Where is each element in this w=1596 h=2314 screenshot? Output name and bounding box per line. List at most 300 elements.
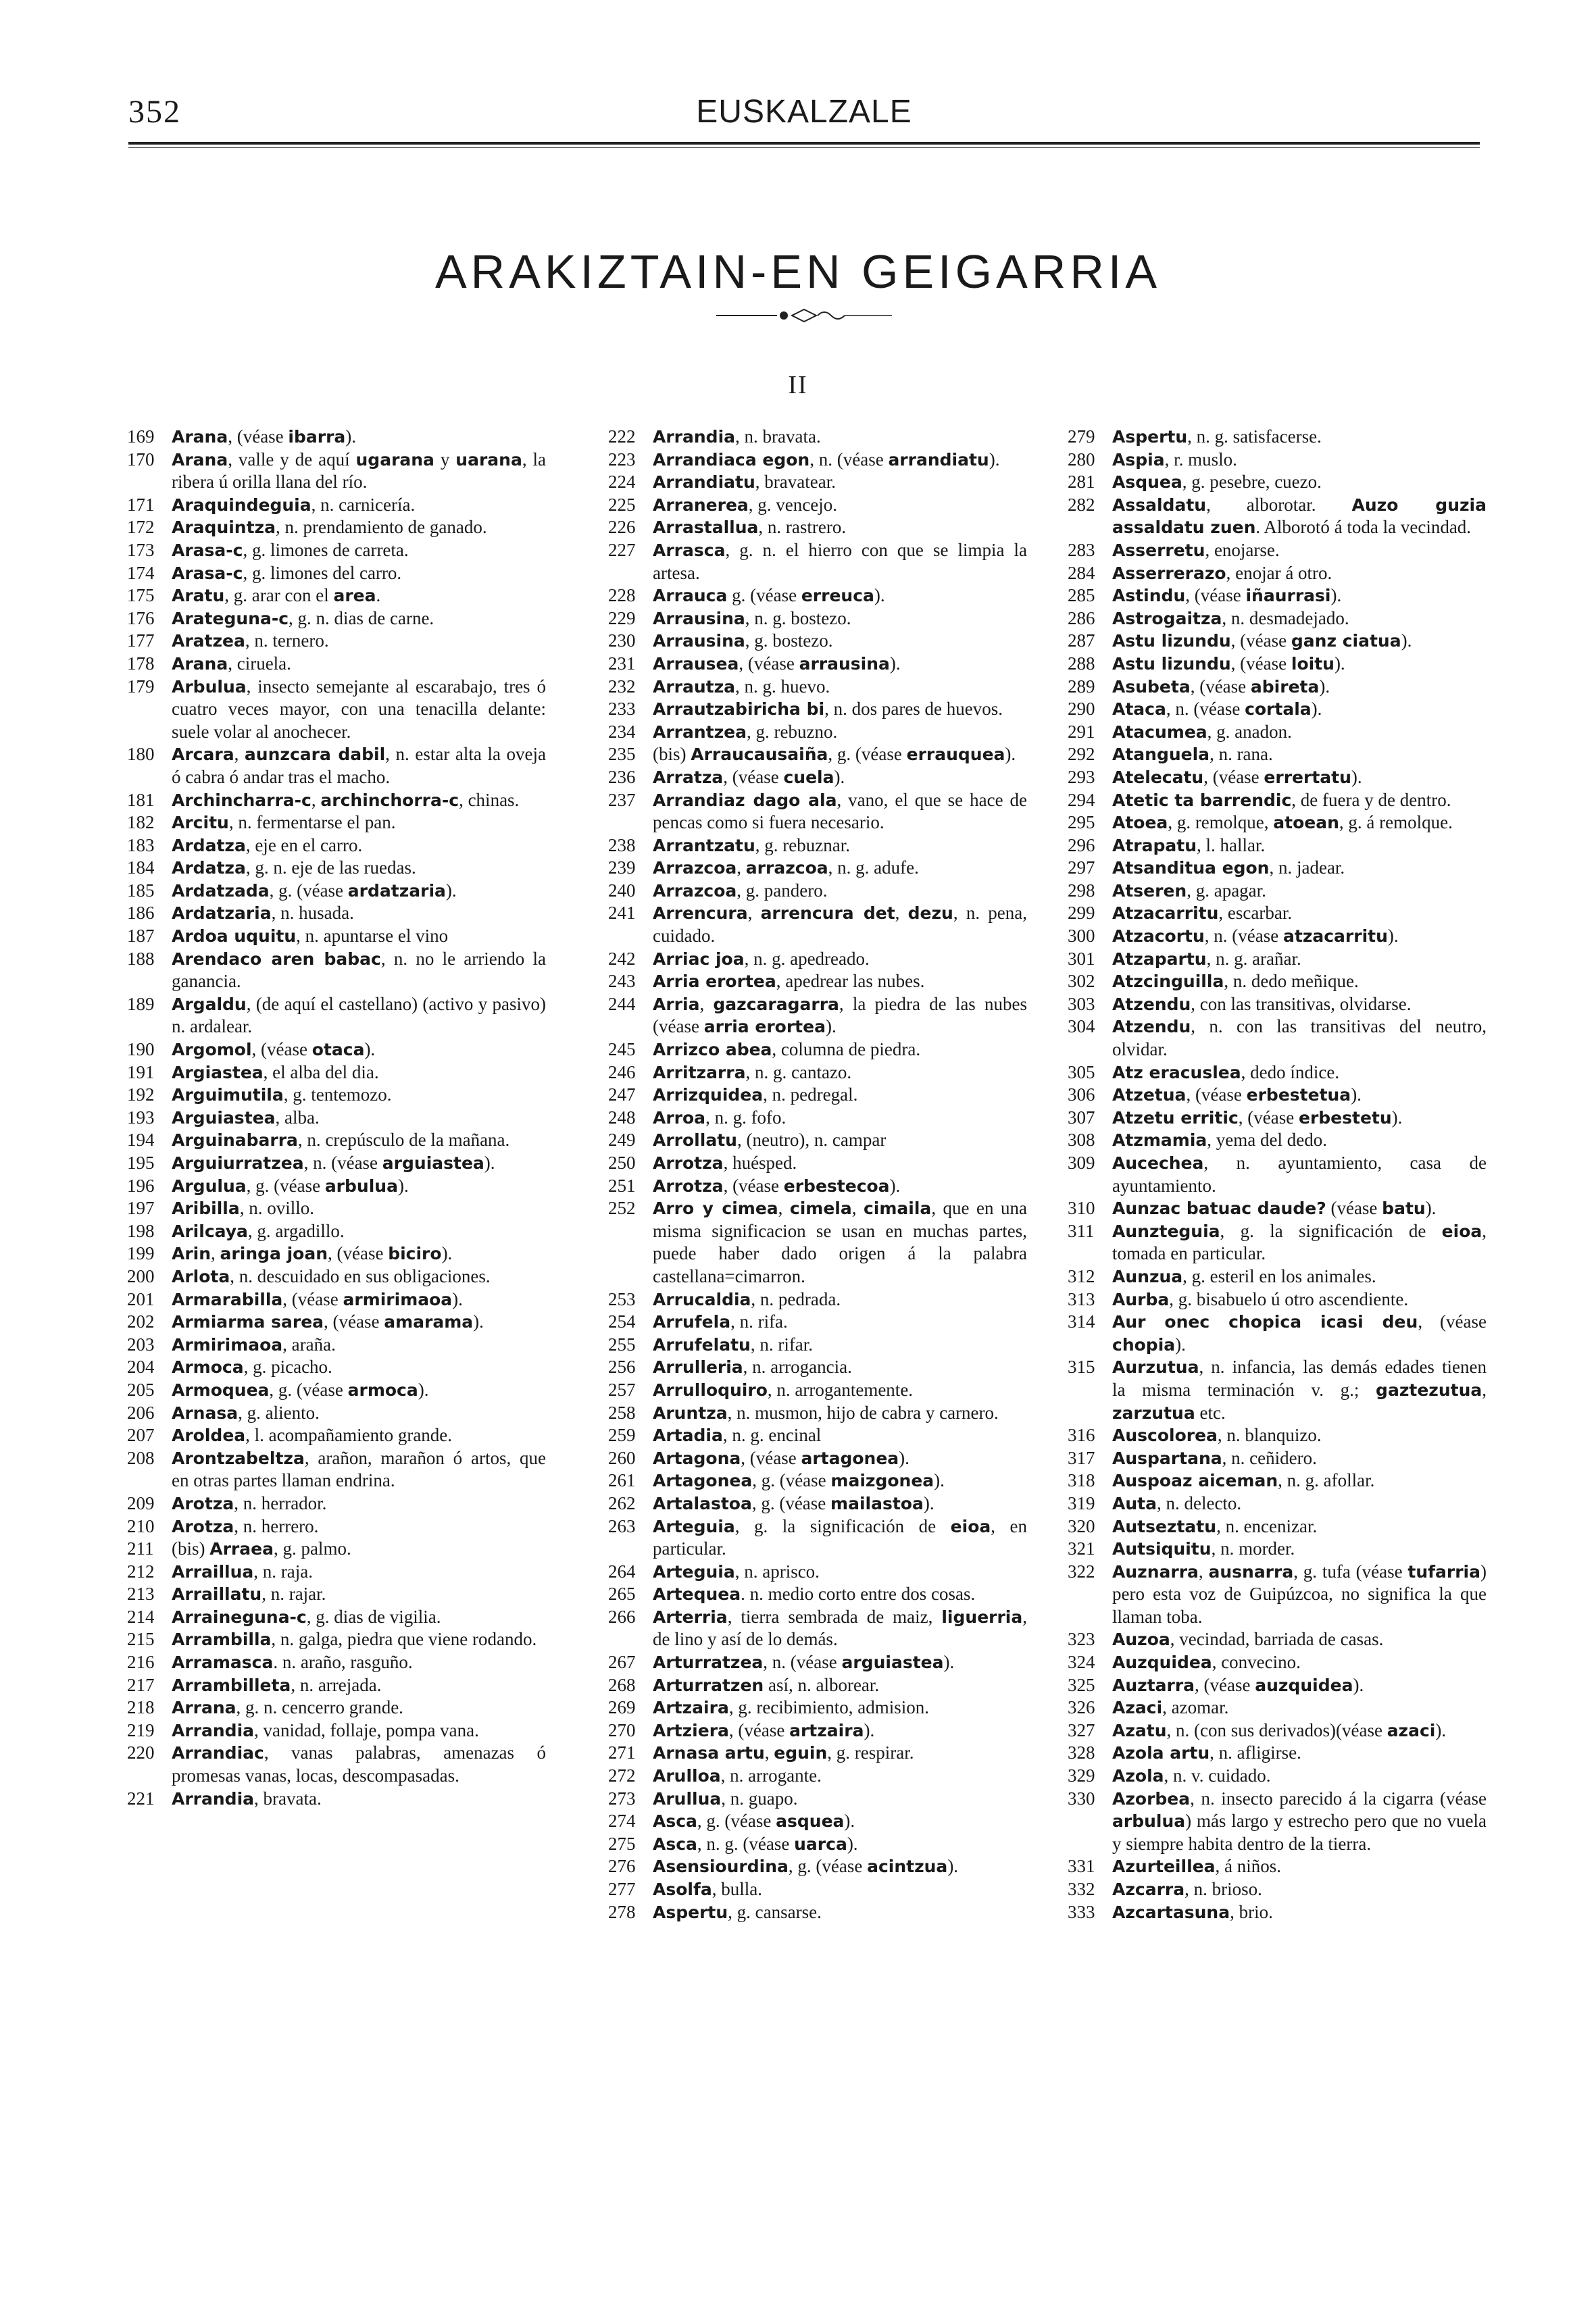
entry-number: 269	[608, 1697, 636, 1718]
definition-text: ,	[895, 903, 908, 924]
dictionary-entry	[1068, 630, 1487, 653]
headword: Artagona	[653, 1448, 741, 1468]
entry-number: 271	[608, 1742, 636, 1763]
dictionary-entry	[1068, 925, 1487, 948]
headword: Arritzarra	[653, 1062, 746, 1082]
entry-text	[653, 676, 1027, 699]
headword: Atacumea	[1112, 722, 1207, 742]
entry-number: 179	[127, 676, 155, 697]
definition-text: , n. arrogante.	[720, 1765, 822, 1786]
entry-number: 176	[127, 607, 155, 628]
definition-text: , n. apuntarse el vino	[296, 926, 449, 947]
headword: Azatu	[1112, 1720, 1167, 1740]
headword: Asolfa	[653, 1880, 712, 1899]
definition-text: , g. rebuzno.	[747, 721, 838, 742]
headword: Arrufelatu	[653, 1334, 751, 1355]
headword: ganz ciatua	[1291, 631, 1401, 651]
entry-number: 313	[1068, 1288, 1095, 1309]
headword: Aucechea	[1112, 1153, 1204, 1173]
headword: Ardatzada	[172, 880, 270, 901]
headword: Asserretu	[1112, 540, 1205, 560]
entry-text	[1112, 1651, 1487, 1674]
dictionary-entry	[127, 1129, 546, 1152]
entry-number: 240	[608, 880, 636, 901]
dictionary-entry	[608, 494, 1027, 517]
dictionary-entry	[127, 1311, 546, 1334]
dictionary-entry	[608, 993, 1027, 1038]
entry-number: 315	[1068, 1357, 1095, 1378]
entry-number: 245	[608, 1039, 636, 1060]
headword: Arrautza	[653, 676, 736, 697]
column-1	[127, 426, 546, 1810]
dictionary-entry	[127, 1447, 546, 1492]
headword: Asca	[653, 1811, 697, 1832]
headword: Arteguia	[653, 1561, 735, 1582]
dictionary-entry	[608, 1765, 1027, 1788]
headword: arrausina	[799, 653, 890, 674]
headword: Arrandiaz dago ala	[653, 790, 837, 810]
entry-number: 311	[1068, 1220, 1095, 1241]
definition-text: ,	[764, 1742, 774, 1763]
definition-text: , g. la significación de	[1220, 1220, 1442, 1241]
dictionary-entry	[608, 1175, 1027, 1198]
definition-text: , (véase	[228, 426, 289, 447]
dictionary-entry	[127, 516, 546, 539]
entry-text	[1112, 1719, 1487, 1742]
definition-text: ,	[851, 1198, 864, 1219]
definition-text: ,	[747, 903, 761, 924]
entry-number: 265	[608, 1584, 636, 1605]
entry-number: 177	[127, 630, 155, 651]
entry-text	[1112, 1515, 1487, 1538]
entry-text	[172, 1788, 546, 1811]
headword: dezu	[907, 903, 953, 924]
headword: Atzacarritu	[1112, 903, 1219, 924]
dictionary-entry	[127, 1719, 546, 1742]
definition-text: ,	[699, 993, 714, 1014]
definition-text: , r. muslo.	[1164, 449, 1237, 470]
definition-text: , n. musmon, hijo de cabra y carnero.	[727, 1402, 999, 1423]
entry-number: 204	[127, 1357, 155, 1378]
headword: artagonea	[801, 1448, 899, 1468]
entry-text	[653, 1311, 1027, 1334]
entry-text	[172, 516, 546, 539]
headword: Azurteillea	[1112, 1857, 1216, 1877]
headword: Arbulua	[172, 676, 247, 697]
headword: Asensiourdina	[653, 1857, 789, 1877]
entry-number: 262	[608, 1492, 636, 1513]
headword: Astindu	[1112, 586, 1186, 606]
entry-text	[172, 1447, 546, 1492]
headword: Arrambilleta	[172, 1675, 291, 1695]
dictionary-entry	[127, 562, 546, 585]
dictionary-entry	[608, 1606, 1027, 1651]
dictionary-entry	[127, 948, 546, 993]
entry-number: 310	[1068, 1198, 1095, 1219]
headword: Artziera	[653, 1720, 729, 1740]
headword: Arrambilla	[172, 1630, 272, 1650]
headword: Arria	[653, 994, 700, 1014]
headword: Arrizquidea	[653, 1085, 764, 1105]
definition-text: , n. g. adufe.	[828, 857, 919, 878]
headword: Arraea	[209, 1539, 274, 1559]
dictionary-entry	[127, 880, 546, 903]
dictionary-entry	[127, 743, 546, 788]
definition-text: , (de aquí el castellano) (activo y pasivo) n. ardalear.	[172, 993, 546, 1037]
dictionary-entry	[608, 1379, 1027, 1402]
definition-text: , n. ceñidero.	[1222, 1447, 1317, 1468]
dictionary-entry	[1068, 562, 1487, 585]
entry-text	[653, 993, 1027, 1038]
headword: Aspertu	[653, 1902, 728, 1922]
definition-text: , g. n. eje de las ruedas.	[245, 857, 416, 878]
definition-text: , que en una misma significacion se usan en muchas partes, puede haber dado origen á la palabra castellana=cimarron.	[653, 1198, 1028, 1286]
definition-text: , bulla.	[712, 1879, 762, 1899]
headword: errauquea	[906, 745, 1005, 765]
headword: ibarra	[288, 427, 346, 447]
entry-text	[653, 789, 1027, 834]
headword: asquea	[776, 1811, 845, 1832]
headword: Atzendu	[1112, 1017, 1191, 1037]
dictionary-entry	[127, 857, 546, 880]
entry-text	[1112, 1492, 1487, 1515]
entry-number: 261	[608, 1470, 636, 1491]
headword: Arturratzen	[653, 1675, 764, 1695]
entry-number: 274	[608, 1811, 636, 1832]
entry-text	[172, 1696, 546, 1719]
definition-text: , n. guapo.	[721, 1788, 798, 1809]
definition-text: , n. brioso.	[1184, 1879, 1262, 1899]
headword: Asubeta	[1112, 676, 1191, 697]
entry-text	[172, 1197, 546, 1220]
entry-number: 211	[127, 1538, 154, 1559]
dictionary-entry	[1068, 1696, 1487, 1719]
entry-number: 170	[127, 449, 155, 470]
entry-text	[653, 1129, 1027, 1152]
dictionary-entry	[608, 539, 1027, 584]
entry-text	[653, 1061, 1027, 1084]
headword: Atelecatu	[1112, 767, 1204, 787]
definition-text: , (véase	[741, 1447, 801, 1468]
dictionary-entry	[608, 1810, 1027, 1833]
entry-text	[1112, 653, 1487, 676]
entry-text	[1112, 426, 1487, 449]
definition-text: , n. raja.	[253, 1561, 313, 1582]
headword: erbestecoa	[783, 1176, 890, 1196]
definition-text: , g. rebuznar.	[755, 834, 850, 855]
dictionary-entry	[1068, 1152, 1487, 1197]
entry-number: 210	[127, 1515, 155, 1536]
dictionary-entry	[1068, 1061, 1487, 1084]
dictionary-entry	[608, 1356, 1027, 1379]
definition-text: (bis)	[172, 1538, 210, 1559]
headword: Arotza	[172, 1493, 234, 1513]
definition-text: .	[376, 585, 381, 606]
dictionary-entry	[127, 1242, 546, 1265]
entry-number: 273	[608, 1788, 636, 1809]
dictionary-entry	[608, 1901, 1027, 1924]
entry-number: 241	[608, 903, 636, 924]
definition-text: , tierra sembrada de maiz,	[727, 1606, 942, 1627]
entry-number: 283	[1068, 539, 1095, 560]
entry-number: 312	[1068, 1265, 1095, 1286]
entry-text	[172, 743, 546, 788]
definition-text: , n. pedregal.	[763, 1084, 858, 1105]
dictionary-entry	[1068, 1765, 1487, 1788]
definition-text: ).	[397, 1175, 409, 1196]
entry-number: 263	[608, 1515, 636, 1536]
entry-number: 225	[608, 494, 636, 515]
entry-text	[172, 1265, 546, 1288]
definition-text: ).	[1425, 1198, 1437, 1219]
dictionary-entry	[1068, 743, 1487, 766]
headword: Asca	[653, 1834, 697, 1854]
entry-text	[653, 1356, 1027, 1379]
definition-text: , azomar.	[1162, 1697, 1229, 1718]
definition-text: , g. apagar.	[1187, 880, 1266, 901]
entry-text	[172, 449, 546, 494]
entry-text	[653, 1788, 1027, 1811]
dictionary-entry	[608, 1061, 1027, 1084]
entry-number: 324	[1068, 1652, 1095, 1673]
entry-number: 297	[1068, 857, 1095, 878]
dictionary-entry	[127, 449, 546, 494]
dictionary-entry	[127, 1061, 546, 1084]
definition-text: , eje en el carro.	[245, 834, 363, 855]
definition-text: , g. pesebre, cuezo.	[1182, 472, 1322, 493]
headword: Auta	[1112, 1493, 1157, 1513]
headword: Argomol	[172, 1040, 252, 1060]
dictionary-entry	[608, 698, 1027, 721]
headword: Arrollatu	[653, 1130, 737, 1151]
definition-text: , (véase	[282, 1288, 343, 1309]
headword: aunzcara dabil	[244, 745, 386, 765]
definition-text: , columna de piedra.	[772, 1039, 921, 1060]
entry-text	[1112, 1674, 1487, 1697]
headword: eioa	[950, 1516, 991, 1536]
column-2	[608, 426, 1027, 1923]
entry-number: 293	[1068, 766, 1095, 787]
headword: Arnasa	[172, 1403, 239, 1423]
definition-text: , (véase	[1203, 766, 1264, 787]
entry-number: 233	[608, 699, 636, 720]
entry-text	[1112, 880, 1487, 903]
definition-text: ,	[211, 1243, 220, 1264]
entry-number: 291	[1068, 721, 1095, 742]
definition-text: ).	[1005, 744, 1016, 765]
definition-text: ).	[1311, 699, 1322, 720]
entry-number: 184	[127, 857, 155, 878]
definition-text: , n. g. cantazo.	[745, 1061, 852, 1082]
definition-text: ).	[1391, 1107, 1403, 1128]
definition-text: , vano, el que se hace de pencas como si fuera necesario.	[653, 789, 1027, 833]
entry-text	[1112, 1447, 1487, 1470]
entry-number: 268	[608, 1674, 636, 1695]
dictionary-entry	[608, 1038, 1027, 1061]
entry-number: 323	[1068, 1629, 1095, 1650]
entry-number: 252	[608, 1198, 636, 1219]
dictionary-entry	[608, 1288, 1027, 1311]
entry-number: 325	[1068, 1674, 1095, 1695]
definition-text: , g. remolque,	[1168, 812, 1274, 833]
headword: Arin	[172, 1244, 211, 1264]
page-header	[128, 93, 1480, 134]
entry-text	[653, 1878, 1027, 1901]
entry-number: 288	[1068, 653, 1095, 674]
entry-text	[653, 902, 1027, 947]
headword: Arrantzea	[653, 722, 747, 742]
entry-number: 287	[1068, 630, 1095, 651]
entry-number: 237	[608, 789, 636, 810]
dictionary-entry	[1068, 1424, 1487, 1447]
entry-text	[172, 1084, 546, 1107]
definition-text: , enojarse.	[1205, 539, 1280, 560]
definition-text: , n. descuidado en sus obligaciones.	[230, 1265, 491, 1286]
dictionary-entry	[127, 1265, 546, 1288]
headword: arbulua	[1112, 1811, 1186, 1832]
entry-text	[1112, 1878, 1487, 1901]
headword: maizgonea	[830, 1471, 934, 1491]
headword: biciro	[388, 1244, 442, 1264]
headword: atoean	[1273, 813, 1339, 833]
dictionary-entry	[608, 766, 1027, 789]
definition-text: ).	[947, 1856, 959, 1877]
definition-text: , g. recibimiento, admision.	[728, 1697, 930, 1718]
entry-number: 182	[127, 812, 155, 833]
entry-text	[1112, 1538, 1487, 1561]
entry-text	[653, 584, 1027, 607]
headword: Aspia	[1112, 449, 1165, 470]
definition-text: ).	[989, 449, 1000, 470]
headword: chopia	[1112, 1334, 1176, 1355]
entry-number: 280	[1068, 449, 1095, 470]
headword: Arcitu	[172, 813, 229, 833]
entry-number: 285	[1068, 585, 1095, 606]
headword: Atzetua	[1112, 1085, 1187, 1105]
headword: erbestetua	[1246, 1085, 1351, 1105]
dictionary-entry	[608, 1107, 1027, 1130]
definition-text: , n. infancia, las demás edades tienen la misma terminación v. g.;	[1112, 1357, 1487, 1400]
definition-text: , l. hallar.	[1197, 834, 1266, 855]
entry-text	[653, 698, 1027, 721]
definition-text: , n. rajar.	[261, 1584, 326, 1605]
entry-text	[653, 516, 1027, 539]
entry-text	[1112, 1152, 1487, 1197]
definition-text: , dedo índice.	[1241, 1061, 1340, 1082]
dictionary-entry	[127, 1651, 546, 1674]
headword: Atzendu	[1112, 994, 1191, 1014]
entry-number: 278	[608, 1901, 636, 1922]
dictionary-entry	[127, 1696, 546, 1719]
definition-text: , de fuera y de dentro.	[1291, 789, 1451, 810]
entry-number: 308	[1068, 1130, 1095, 1151]
definition-text: , la ribera ú orilla llana del río.	[172, 449, 546, 493]
definition-text: ,	[1198, 1561, 1209, 1582]
entry-text	[172, 902, 546, 925]
definition-text: ).	[1435, 1719, 1447, 1740]
dictionary-entry	[608, 1447, 1027, 1470]
definition-text: , n. herrador.	[234, 1492, 327, 1513]
entry-number: 231	[608, 653, 636, 674]
entry-number: 214	[127, 1606, 155, 1627]
entry-number: 326	[1068, 1697, 1095, 1718]
definition-text: , (véase	[1186, 1084, 1247, 1105]
entry-text	[1112, 993, 1487, 1016]
definition-text: , alborotar.	[1206, 494, 1352, 515]
dictionary-entry	[127, 1402, 546, 1425]
headword: Arrausea	[653, 653, 739, 674]
dictionary-entry	[1068, 607, 1487, 630]
headword: Arilcaya	[172, 1221, 248, 1241]
entry-text	[1112, 698, 1487, 721]
dictionary-entry	[1068, 721, 1487, 744]
entry-text	[1112, 1061, 1487, 1084]
entry-text	[653, 1288, 1027, 1311]
entry-number: 175	[127, 585, 155, 606]
dictionary-entry	[608, 584, 1027, 607]
entry-number: 317	[1068, 1447, 1095, 1468]
entry-text	[1112, 789, 1487, 812]
dictionary-entry	[1068, 426, 1487, 449]
dictionary-entry	[127, 1788, 546, 1811]
entry-number: 303	[1068, 993, 1095, 1014]
entry-number: 207	[127, 1425, 155, 1446]
definition-text: , (véase	[1190, 676, 1251, 697]
dictionary-entry	[608, 1696, 1027, 1719]
dictionary-entry	[1068, 676, 1487, 699]
entry-text	[653, 766, 1027, 789]
entry-text	[1112, 902, 1487, 925]
entry-text	[653, 1583, 1027, 1606]
headword: Azorbea	[1112, 1788, 1191, 1809]
entry-text	[653, 1107, 1027, 1130]
definition-text: , n. blanquizo.	[1217, 1425, 1322, 1446]
dictionary-entry	[127, 584, 546, 607]
headword: Arrencura	[653, 903, 748, 924]
entry-number: 270	[608, 1719, 636, 1740]
entry-text	[653, 1606, 1027, 1651]
entry-number: 254	[608, 1311, 636, 1332]
dictionary-entry	[1068, 653, 1487, 676]
entry-number: 226	[608, 517, 636, 538]
definition-text: , n. herrero.	[234, 1515, 319, 1536]
definition-text: g. (véase	[727, 585, 801, 606]
definition-text: ,	[1482, 1379, 1487, 1400]
entry-number: 301	[1068, 948, 1095, 969]
dictionary-entry	[1068, 834, 1487, 857]
headword: Armoquea	[172, 1380, 270, 1400]
dictionary-entry	[608, 653, 1027, 676]
definition-text: , g. (véase	[828, 744, 907, 765]
entry-text	[1112, 948, 1487, 971]
headword: Arrandiaca egon	[653, 449, 810, 470]
entry-number: 198	[127, 1220, 155, 1241]
definition-text: , n. dos pares de huevos.	[824, 699, 1003, 720]
definition-text: , n. con las transitivas del neutro, olvidar.	[1112, 1016, 1487, 1060]
headword: Arranerea	[653, 495, 749, 515]
definition-text: ).	[889, 1175, 901, 1196]
definition-text: , n. estar alta la oveja ó cabra ó andar tras el macho.	[172, 744, 546, 787]
entry-number: 234	[608, 721, 636, 742]
definition-text: ).	[844, 1811, 855, 1832]
dictionary-entry	[127, 1515, 546, 1538]
entry-text	[172, 1242, 546, 1265]
definition-text: , yema del dedo.	[1207, 1130, 1327, 1151]
definition-text: ).	[1175, 1334, 1186, 1355]
headword: Arrantzatu	[653, 835, 755, 855]
entry-number: 320	[1068, 1515, 1095, 1536]
definition-text: , g. (véase	[697, 1811, 776, 1832]
